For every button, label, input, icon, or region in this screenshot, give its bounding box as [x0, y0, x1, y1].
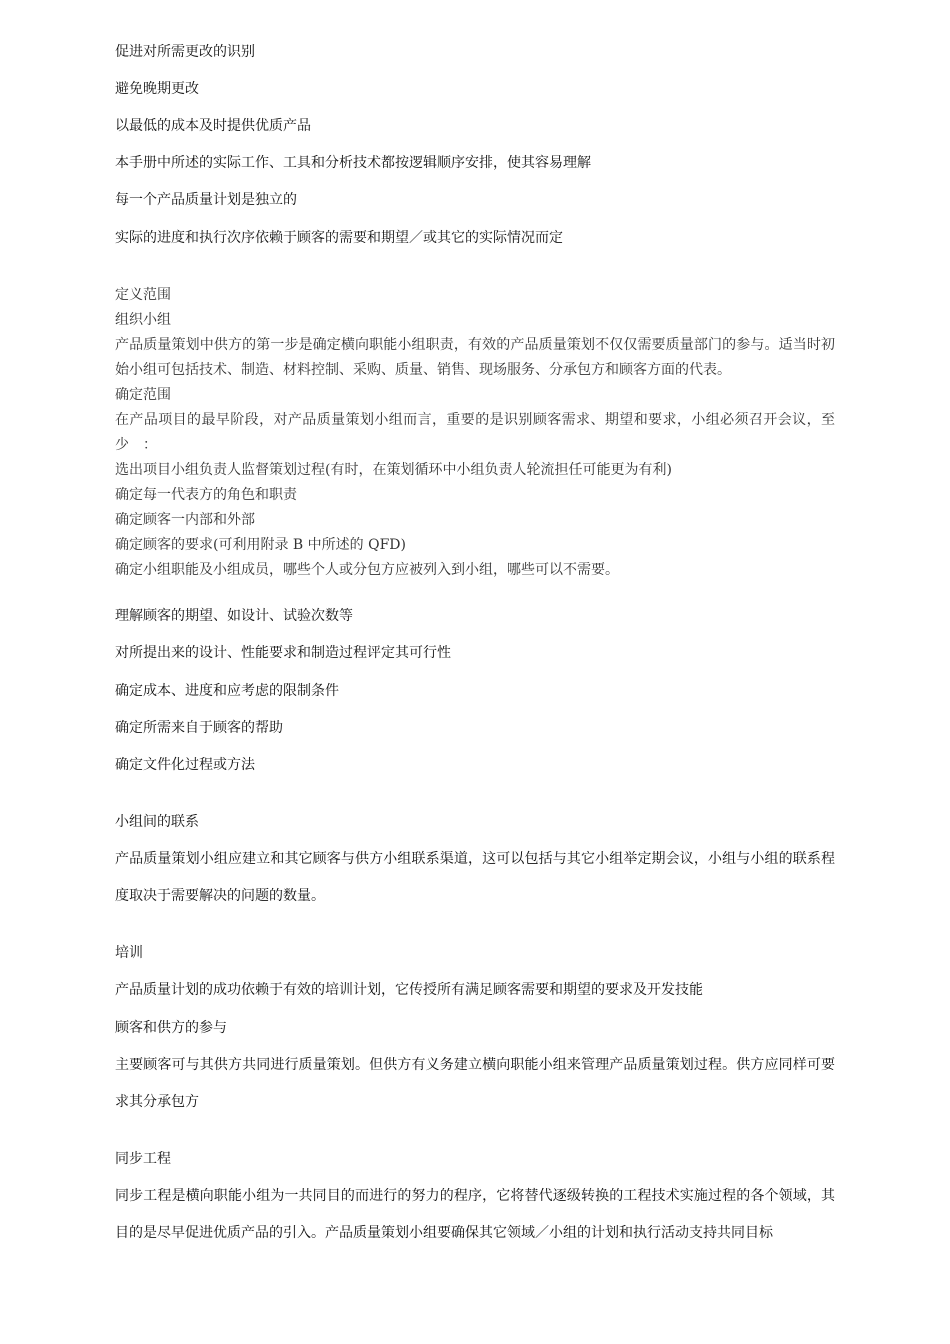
concurrent-text: 同步工程是横向职能小组为一共同目的而进行的努力的程序，它将替代逐级转换的工程技术实施过程的各个领域，其目的是尽早促进优质产品的引入。产品质量策划小组要确保其它领域／小组的计划和执行活动支持共同目标: [115, 1188, 835, 1241]
scope-list-item-3: 确定成本、进度和应考虑的限制条件: [115, 683, 339, 699]
scope-item: 确定每一代表方的角色和职责: [115, 487, 297, 503]
scope-list-item-1: 理解顾客的期望、如设计、试验次数等: [115, 608, 353, 624]
define-text: 在产品项目的最早阶段，对产品质量策划小组而言，重要的是识别顾客需求、期望和要求，小组必须召开会议，至少 ：: [115, 412, 835, 453]
scope-list-item-2: 对所提出来的设计、性能要求和制造过程评定其可行性: [115, 645, 451, 661]
training-text: 产品质量计划的成功依赖于有效的培训计划，它传授所有满足顾客需要和期望的要求及开发技能: [115, 982, 703, 998]
training-heading: 培训: [115, 945, 143, 961]
participation-heading: 顾客和供方的参与: [115, 1020, 227, 1036]
intro-line-6: 实际的进度和执行次序依赖于顾客的需要和期望／或其它的实际情况而定: [115, 230, 563, 246]
intro-line-3: 以最低的成本及时提供优质产品: [115, 118, 311, 134]
scope-section: [115, 283, 835, 583]
team-heading: 组织小组: [115, 312, 171, 328]
intro-line-2: 避免晚期更改: [115, 81, 199, 97]
team-links-text: 产品质量策划小组应建立和其它顾客与供方小组联系渠道，这可以包括与其它小组举定期会议，小组与小组的联系程度取决于需要解决的问题的数量。: [115, 851, 835, 904]
participation-text: 主要顾客可与其供方共同进行质量策划。但供方有义务建立横向职能小组来管理产品质量策划过程。供方应同样可要求其分承包方: [115, 1057, 835, 1110]
scope-heading: 定义范围: [115, 287, 171, 303]
concurrent-heading: 同步工程: [115, 1151, 171, 1167]
team-text: 产品质量策划中供方的第一步是确定横向职能小组职责，有效的产品质量策划不仅仅需要质量部门的参与。适当时初始小组可包括技术、制造、材料控制、采购、质量、销售、现场服务、分承包方和顾客方面的代表。: [115, 337, 835, 378]
scope-item: 选出项目小组负责人监督策划过程(有时，在策划循环中小组负责人轮流担任可能更为有利): [115, 462, 672, 478]
define-heading: 确定范围: [115, 387, 171, 403]
intro-line-4: 本手册中所述的实际工作、工具和分析技术都按逻辑顺序安排，使其容易理解: [115, 155, 591, 171]
team-links-heading: 小组间的联系: [115, 814, 199, 830]
scope-list-item-5: 确定文件化过程或方法: [115, 757, 255, 773]
scope-item: 确定顾客的要求(可利用附录 B 中所述的 QFD): [115, 537, 406, 553]
intro-line-1: 促进对所需更改的识别: [115, 44, 255, 60]
scope-item: 确定小组职能及小组成员，哪些个人或分包方应被列入到小组，哪些可以不需要。: [115, 562, 619, 578]
scope-item: 确定顾客一内部和外部: [115, 512, 255, 528]
scope-list-item-4: 确定所需来自于顾客的帮助: [115, 720, 283, 736]
intro-line-5: 每一个产品质量计划是独立的: [115, 192, 297, 208]
